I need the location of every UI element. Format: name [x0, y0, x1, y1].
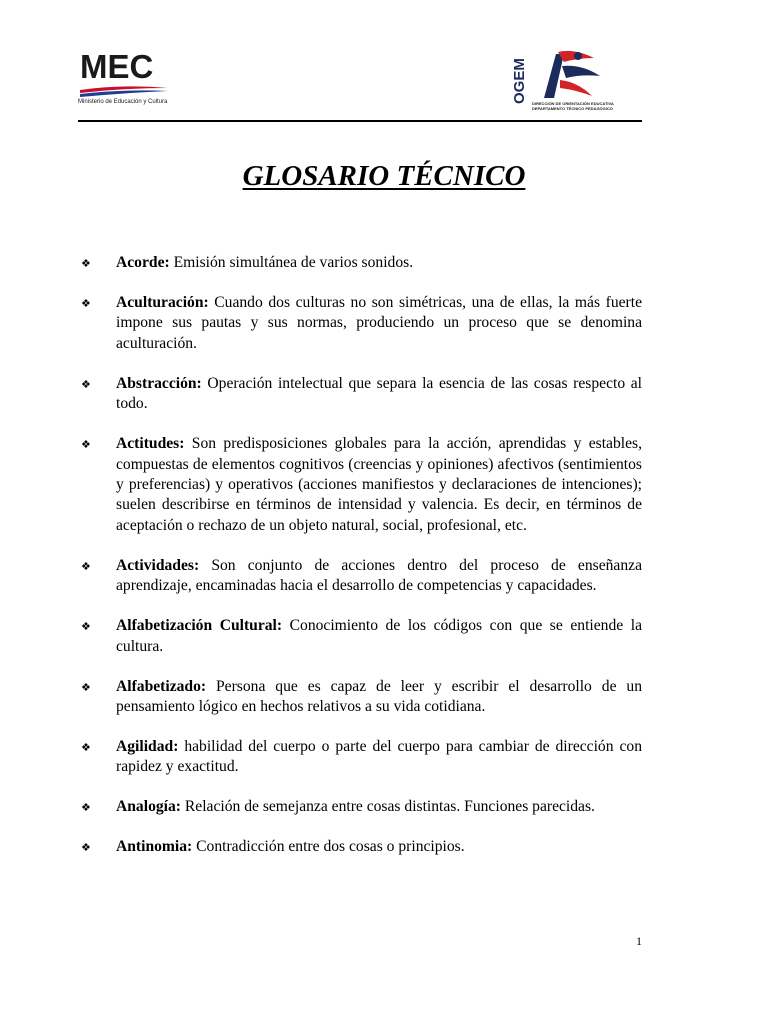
glossary-entry: [80, 616, 642, 657]
ogem-subtitle: [532, 101, 642, 111]
mec-subtitle: Ministerio de Educación y Cultura: [78, 99, 168, 105]
glossary-entry: [80, 374, 642, 415]
glossary-definition: Persona que es capaz de leer y escribir el desarrollo de un pensamiento lógico en hechos relativos a su vida cotidiana.: [116, 677, 642, 716]
ogem-figure-icon: [534, 48, 604, 100]
glossary-list: [80, 253, 642, 877]
ogem-logo: [506, 46, 642, 116]
glossary-definition: Operación intelectual que separa la esencia de las cosas respecto al todo.: [116, 374, 642, 413]
diamond-bullet-icon: ❖: [81, 439, 91, 452]
glossary-definition: Relación de semejanza entre cosas distintas. Funciones parecidas.: [180, 798, 595, 816]
diamond-bullet-icon: ❖: [81, 742, 91, 755]
glossary-definition: Son conjunto de acciones dentro del proceso de enseñanza aprendizaje, encaminadas hacia el desarrollo de competencias y capacidades.: [116, 556, 642, 595]
diamond-bullet-icon: ❖: [81, 621, 91, 634]
glossary-term: Actitudes:: [116, 435, 185, 453]
glossary-entry: [80, 253, 642, 273]
glossary-term: Actividades:: [116, 556, 200, 574]
glossary-entry: [80, 737, 642, 778]
glossary-term: Acorde:: [116, 254, 170, 271]
page-title: [0, 160, 768, 193]
glossary-definition: Emisión simultánea de varios sonidos.: [169, 254, 414, 271]
diamond-bullet-icon: ❖: [81, 560, 91, 573]
mec-logo-text: MEC: [80, 48, 154, 85]
glossary-definition: Conocimiento de los códigos con que se entiende la cultura.: [116, 617, 642, 655]
mec-logo: [78, 48, 178, 110]
glossary-term: Analogía:: [116, 798, 181, 816]
glossary-term: Antinomia:: [116, 838, 193, 856]
ogem-subtitle-line: DEPARTAMENTO TÉCNICO PEDAGÓGICO: [532, 106, 613, 111]
ogem-logo-text: OGEM: [511, 58, 528, 104]
mec-swoosh-icon: [78, 84, 170, 98]
glossary-entry: [80, 293, 642, 354]
glossary-term: Agilidad:: [116, 738, 179, 756]
diamond-bullet-icon: ❖: [81, 378, 91, 391]
header-divider: [78, 120, 642, 122]
glossary-entry: [80, 797, 642, 817]
glossary-entry: [80, 556, 642, 597]
glossary-definition: Son predisposiciones globales para la acción, aprendidas y estables, compuestas de elementos cognitivos (creencias y opiniones) afectivos (sentimientos y preferencias) y operativos (acciones manifiestos y declaraciones de intenciones); suelen describirse en términos de intensidad y valencia. Es decir, en términos de aceptación o rechazo de un objeto natural, social, profesional, etc.: [116, 435, 642, 534]
diamond-bullet-icon: ❖: [81, 298, 91, 310]
diamond-bullet-icon: ❖: [81, 258, 91, 270]
glossary-term: Alfabetización Cultural:: [116, 617, 283, 635]
glossary-term: Abstracción:: [116, 374, 202, 392]
diamond-bullet-icon: ❖: [81, 802, 91, 815]
page-title-text: GLOSARIO TÉCNICO: [242, 160, 526, 192]
glossary-entry: [80, 677, 642, 718]
page-number: 1: [636, 934, 642, 948]
glossary-entry: [80, 837, 642, 857]
glossary-definition: Contradicción entre dos cosas o principios.: [192, 838, 465, 856]
ogem-subtitle-line: DIRECCIÓN DE ORIENTACIÓN EDUCATIVA: [532, 101, 614, 106]
glossary-term: Aculturación:: [116, 294, 209, 311]
glossary-entry: [80, 434, 642, 536]
diamond-bullet-icon: ❖: [81, 681, 91, 694]
diamond-bullet-icon: ❖: [81, 842, 91, 855]
page-header: [78, 40, 642, 122]
glossary-term: Alfabetizado:: [116, 677, 207, 695]
glossary-definition: Cuando dos culturas no son simétricas, una de ellas, la más fuerte impone sus pautas y sus normas, produciendo un proceso que se denomina aculturación.: [116, 294, 642, 352]
glossary-definition: habilidad del cuerpo o parte del cuerpo para cambiar de dirección con rapidez y exactitud.: [116, 738, 642, 776]
